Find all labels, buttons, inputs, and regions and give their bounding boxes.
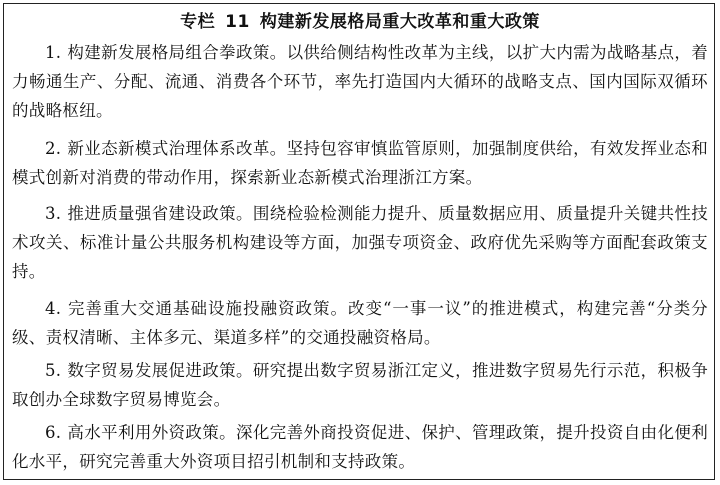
item-6 — [12, 418, 708, 476]
item-number: 2. — [45, 139, 62, 158]
item-3 — [12, 199, 708, 286]
item-2 — [12, 134, 708, 192]
item-number: 3. — [45, 204, 62, 223]
item-text: 数字贸易发展促进政策。研究提出数字贸易浙江定义，推进数字贸易先行示范，积极争取创办全球数字贸易博览会。 — [12, 361, 708, 409]
column-box — [3, 3, 715, 480]
column-title — [4, 10, 716, 34]
item-text: 构建新发展格局组合拳政策。以供给侧结构性改革为主线，以扩大内需为战略基点，着力畅通生产、分配、流通、消费各个环节，率先打造国内大循环的战略支点、国内国际双循环的战略枢纽。 — [12, 43, 708, 120]
item-text: 新业态新模式治理体系改革。坚持包容审慎监管原则，加强制度供给，有效发挥业态和模式创新对消费的带动作用，探索新业态新模式治理浙江方案。 — [12, 139, 708, 187]
title-number: 11 — [225, 12, 250, 32]
item-number: 4. — [45, 299, 62, 318]
item-text: 完善重大交通基础设施投融资政策。改变“一事一议”的推进模式，构建完善“分类分级、责权清晰、主体多元、渠道多样”的交通投融资格局。 — [12, 299, 708, 347]
item-number: 1. — [45, 43, 62, 62]
item-1 — [12, 38, 708, 125]
item-5 — [12, 356, 708, 414]
title-text: 构建新发展格局重大改革和重大政策 — [259, 12, 540, 32]
item-number: 6. — [45, 423, 62, 442]
item-text: 推进质量强省建设政策。围绕检验检测能力提升、质量数据应用、质量提升关键共性技术攻关、标准计量公共服务机构建设等方面，加强专项资金、政府优先采购等方面配套政策支持。 — [12, 204, 708, 281]
item-text: 高水平利用外资政策。深化完善外商投资促进、保护、管理政策，提升投资自由化便利化水平，研究完善重大外资项目招引机制和支持政策。 — [12, 423, 708, 471]
item-4 — [12, 294, 708, 352]
title-prefix: 专栏 — [180, 12, 216, 32]
item-number: 5. — [45, 361, 62, 380]
